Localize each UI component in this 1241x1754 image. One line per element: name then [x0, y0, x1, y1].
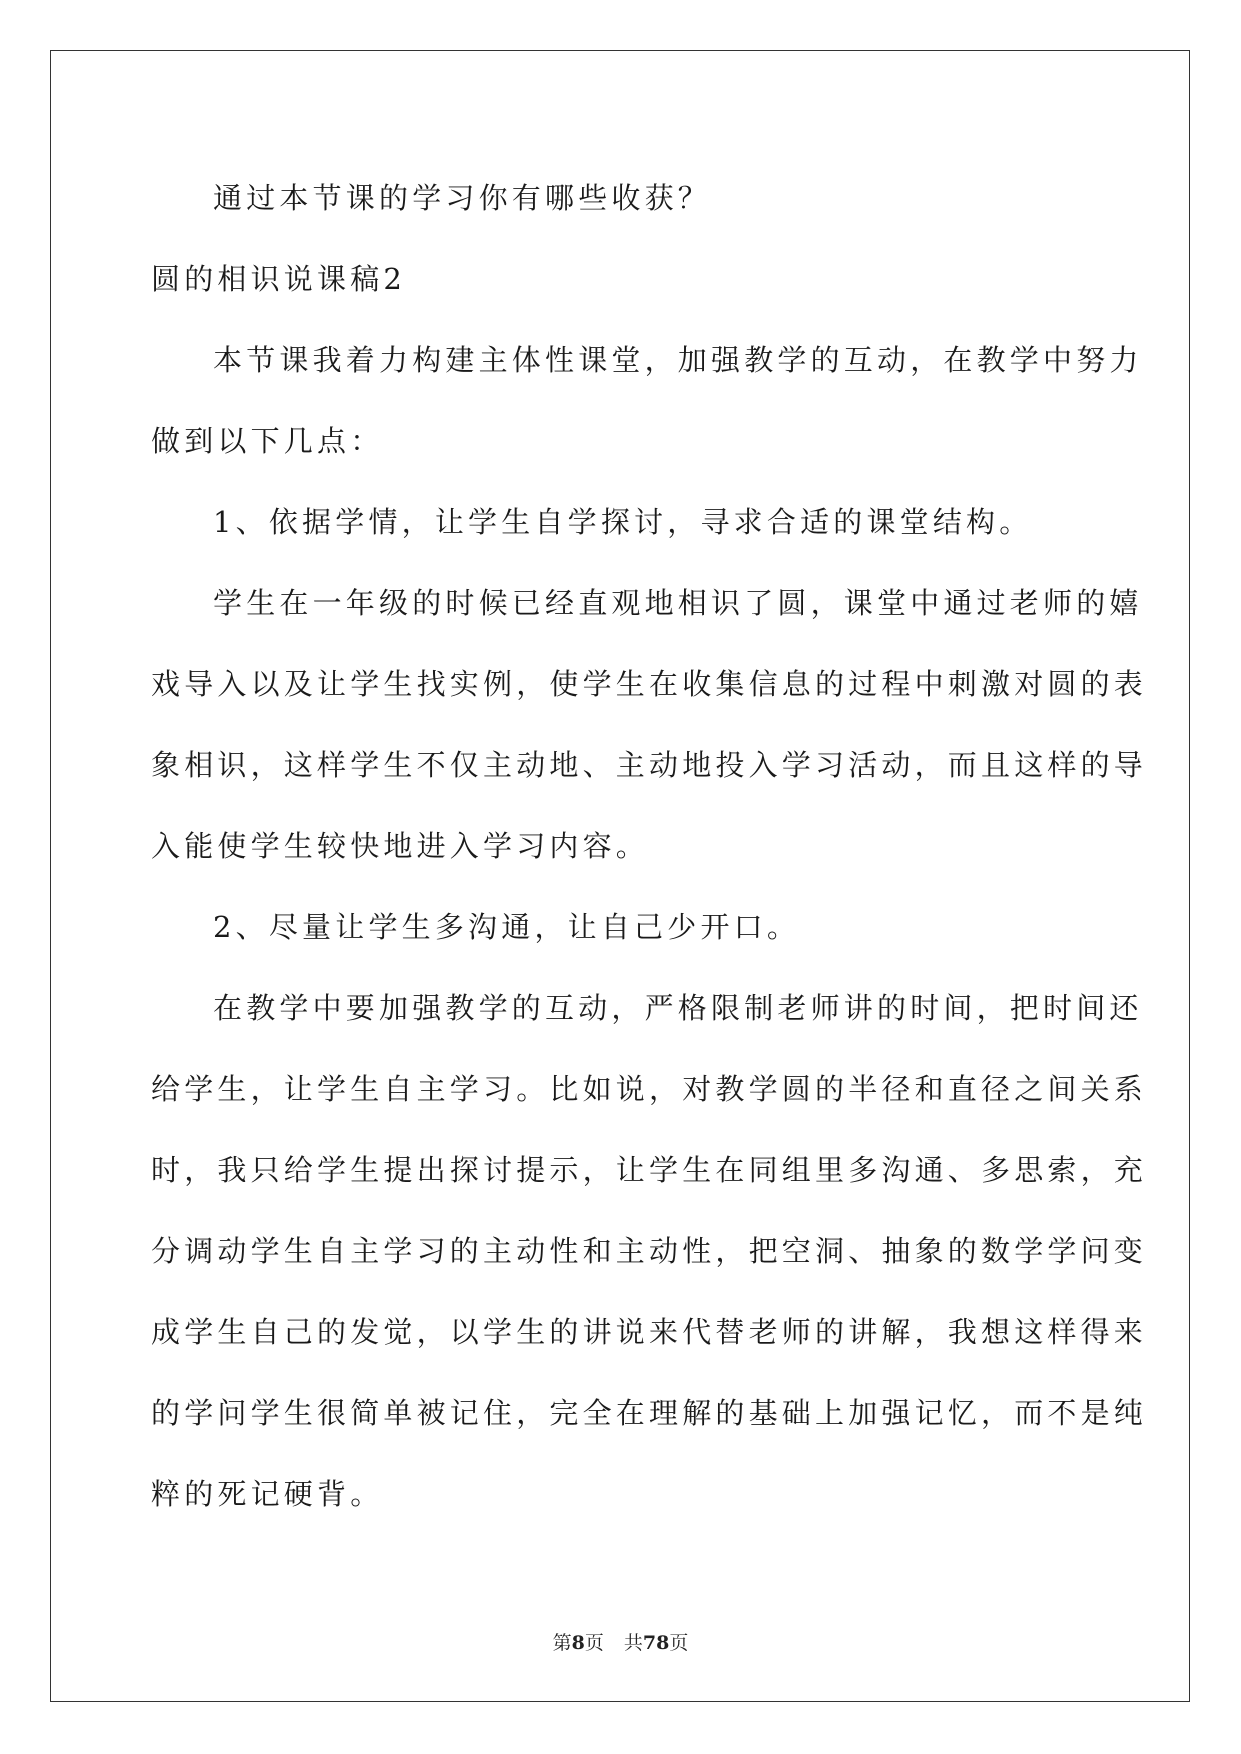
page-footer [0, 1628, 1241, 1655]
text-line: 分调动学生自主学习的主动性和主动性，把空洞、抽象的数学学问变 [151, 1234, 1148, 1268]
page-number: 8 [571, 1632, 585, 1654]
text-line: 给学生，让学生自主学习。比如说，对教学圆的半径和直径之间关系 [151, 1072, 1148, 1106]
text-line: 成学生自己的发觉，以学生的讲说来代替老师的讲解，我想这样得来 [151, 1315, 1148, 1349]
text-line: 学生在一年级的时候已经直观地相识了圆，课堂中通过老师的嬉 [213, 586, 1143, 620]
text-line: 象相识，这样学生不仅主动地、主动地投入学习活动，而且这样的导 [151, 748, 1148, 782]
text-line: 入能使学生较快地进入学习内容。 [151, 829, 650, 863]
document-body [151, 158, 1148, 1535]
list-item-heading: 2、尽量让学生多沟通，让自己少开口。 [213, 910, 801, 944]
text-line: 戏导入以及让学生找实例，使学生在收集信息的过程中刺激对圆的表 [151, 667, 1148, 701]
text-line: 通过本节课的学习你有哪些收获？ [213, 181, 712, 215]
text-line: 的学问学生很简单被记住，完全在理解的基础上加强记忆，而不是纯 [151, 1396, 1148, 1430]
text-line: 做到以下几点： [151, 424, 384, 458]
footer-page-suffix: 页 [584, 1632, 604, 1654]
text-line: 本节课我着力构建主体性课堂，加强教学的互动，在教学中努力 [213, 343, 1143, 377]
section-heading: 圆的相识说课稿2 [151, 262, 407, 296]
footer-prefix: 第 [552, 1632, 572, 1654]
footer-total-prefix: 共 [623, 1632, 643, 1654]
text-line: 时，我只给学生提出探讨提示，让学生在同组里多沟通、多思索，充 [151, 1153, 1148, 1187]
total-pages: 78 [642, 1632, 670, 1654]
list-item-heading: 1、依据学情，让学生自学探讨，寻求合适的课堂结构。 [213, 505, 1033, 539]
text-line: 在教学中要加强教学的互动，严格限制老师讲的时间，把时间还 [213, 991, 1143, 1025]
text-line: 粹的死记硬背。 [151, 1477, 384, 1511]
footer-total-suffix: 页 [669, 1632, 689, 1654]
